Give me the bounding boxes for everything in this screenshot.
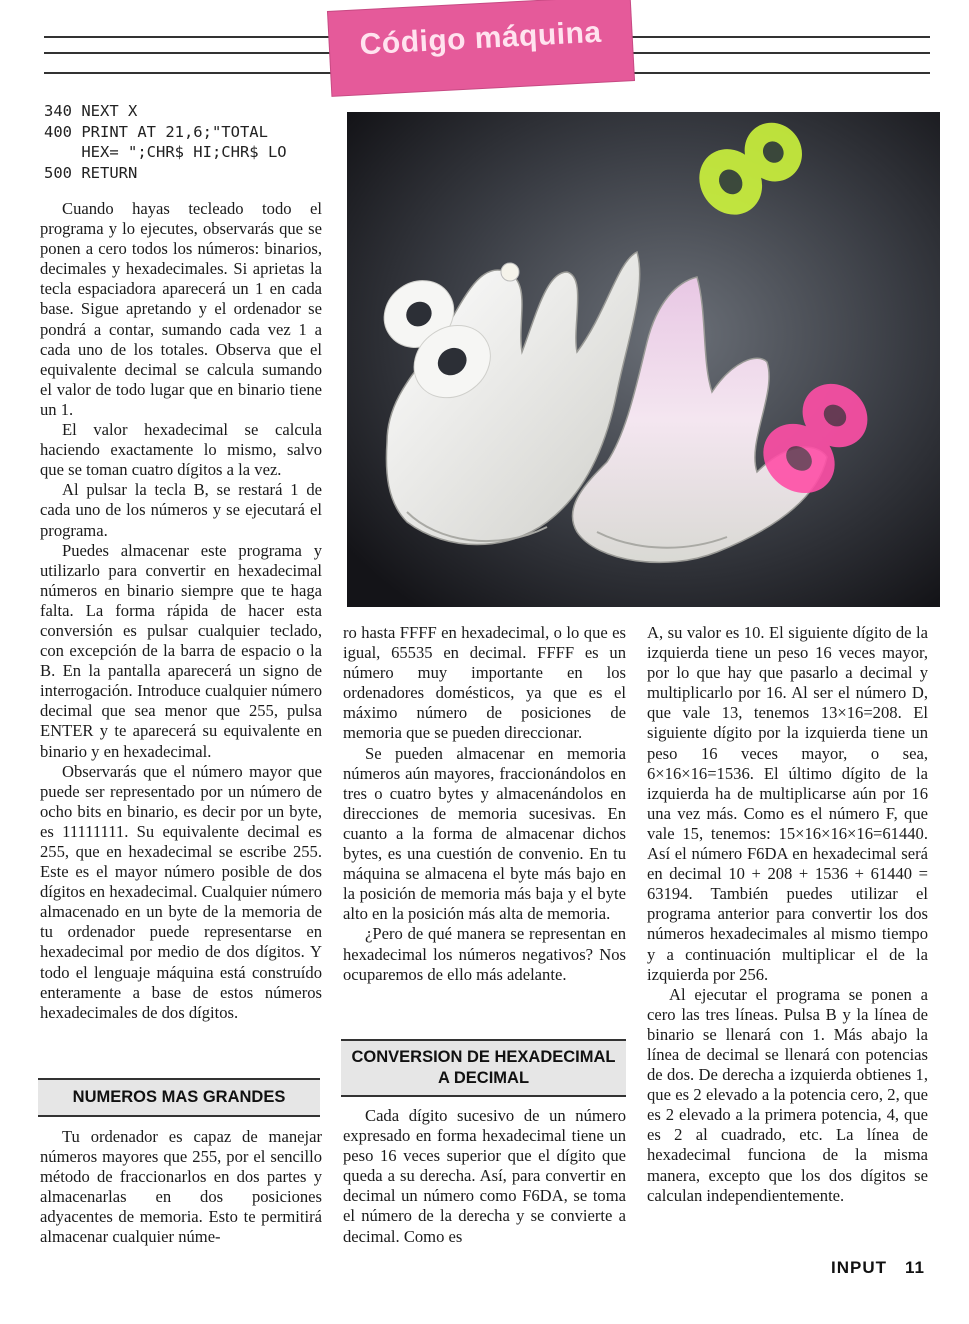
heading-line-1: CONVERSION DE HEXADECIMAL [351,1048,616,1066]
column-3 [647,623,928,1206]
paragraph: Al pulsar la tecla B, se restará 1 de cada uno de los números y se ejecutará el programa. [40,480,322,540]
gloves-illustration [347,112,940,607]
paragraph: Cuando hayas tecleado todo el programa y lo ejecutes, observarás que se ponen a cero todos los números: binarios, decimales y hexadecimales. Si aprietas la tecla espaciadora aparecerá un 1 en cada base. Sigue apretando y el ordenador se pondrá a contar, sumando cada vez 1 a cada uno de los totales. Observa que el equivalente decimal se calcula sumando el valor de todo lugar que en binario tiene un 1. [40,199,322,419]
column-2-upper [343,623,626,985]
page-number: 11 [905,1258,925,1277]
heading-text: NUMEROS MAS GRANDES [72,1088,286,1106]
section-title: Código máquina [358,15,603,62]
paragraph: Puedes almacenar este programa y utilizarlo para convertir en hexadecimal números en binario siempre que te haga falta. La forma rápida de hacer esta conversión es pulsar cualquier teclado, con excepción de la barra de espacio o la B. En la pantalla aparecerá un signo de interrogación. Introduce cualquier número decimal que sea menor que 255, pulsa ENTER y te aparecerá su equivalente en binario y en hexadecimal. [40,540,322,761]
paragraph: ro hasta FFFF en hexadecimal, o lo que es igual, 65535 en decimal. FFFF es un número muy importante en los ordenadores domésticos, ya que es el máximo número de posiciones de memoria que se pueden direccionar. [343,623,626,743]
paragraph: Tu ordenador es capaz de manejar números mayores que 255, por el sencillo método de fraccionarlos en dos partes y almacenarlas en dos posiciones adyacentes de memoria. Esto te permitirá almacenar cualquier núme- [40,1127,322,1247]
paragraph: ¿Pero de qué manera se representan en hexadecimal los números negativos? Nos ocuparemos de ello más adelante. [343,924,626,984]
column-2-lower [343,1106,626,1247]
heading-line-2: A DECIMAL [437,1069,530,1087]
page-footer [831,1258,925,1278]
section-banner [328,0,634,96]
column-1-upper [40,199,322,1023]
paragraph: Observarás que el número mayor que puede ser representado por un número de ocho bits en binario, es decir por un byte, es 11111111. Su equivalente decimal es 255, que en hexadecimal se escribe 255. Este es el mayor número posible de dos dígitos en hexadecimal. Cualquier número almacenado en un byte de la memoria de tu ordenador puede representarse en hexadecimal por medio de dos dígitos. Y todo el lenguaje máquina está construído enteramente a base de estos números hexadecimales de dos dígitos. [40,761,322,1022]
section-heading-conversion [341,1039,626,1097]
paragraph: El valor hexadecimal se calcula haciendo exactamente lo mismo, salvo que se toman cuatro dígitos a la vez. [40,420,322,480]
photo-gloves-digits [347,112,940,607]
column-1-lower [40,1127,322,1248]
magazine-brand: INPUT [831,1258,888,1277]
paragraph: A, su valor es 10. El siguiente dígito de la izquierda tiene un peso 16 veces mayor, por lo que hay que pasarlo a decimal y multiplicarlo por 16. Al ser el número D, que vale 13, tenemos 13×16=208. El siguiente dígito por la izquierda tiene un peso 16 veces mayor, o sea, 6×16×16=1536. El último dígito de la izquierda ha de multiplicarse aún por 16 una vez más. Como es el número F, que vale 15, tenemos: 15×16×16×16=61440. Así el número F6DA en hexadecimal será en decimal 10 + 208 + 1536 + 61440 = 63194. También puedes utilizar el programa anterior para convertir los dos números hexadecimales al mismo tiempo y a continuación multiplicar el de la izquierda por 256. [647,623,928,984]
section-heading-numeros [38,1078,320,1117]
paragraph: Al ejecutar el programa se ponen a cero las tres líneas. Pulsa B y la línea de binario se llenará con 1. Más abajo la línea de decimal se llenará con potencias de dos. De derecha a izquierda obtienes 1, que es 2 elevado a la potencia cero, 2, que es 2 elevado a la primera potencia, 4, que es 2 al cuadrado, etc. La línea de hexadecimal funciona de la misma manera, excepto que los dos dígitos se calculan independientemente. [647,984,928,1205]
paragraph: Cada dígito sucesivo de un número expresado en forma hexadecimal tiene un peso 16 veces superior que el dígito que queda a su derecha. Así, para convertir en decimal un número como F6DA, se toma el número de la derecha y se convierte a decimal. Como es [343,1106,626,1246]
code-listing: 340 NEXT X 400 PRINT AT 21,6;"TOTAL HEX= ";CHR$ HI;CHR$ LO 500 RETURN [44,102,287,182]
paragraph: Se pueden almacenar en memoria números aún mayores, fraccionándolos en tres o cuatro bytes y almacenándolos en direcciones de memoria sucesivas. En cuanto a la forma de almacenar dichos bytes, es una cuestión de convenio. En tu máquina se almacena el byte más bajo en la posición de memoria más baja y el byte alto en la posición más alta de memoria. [343,743,626,924]
